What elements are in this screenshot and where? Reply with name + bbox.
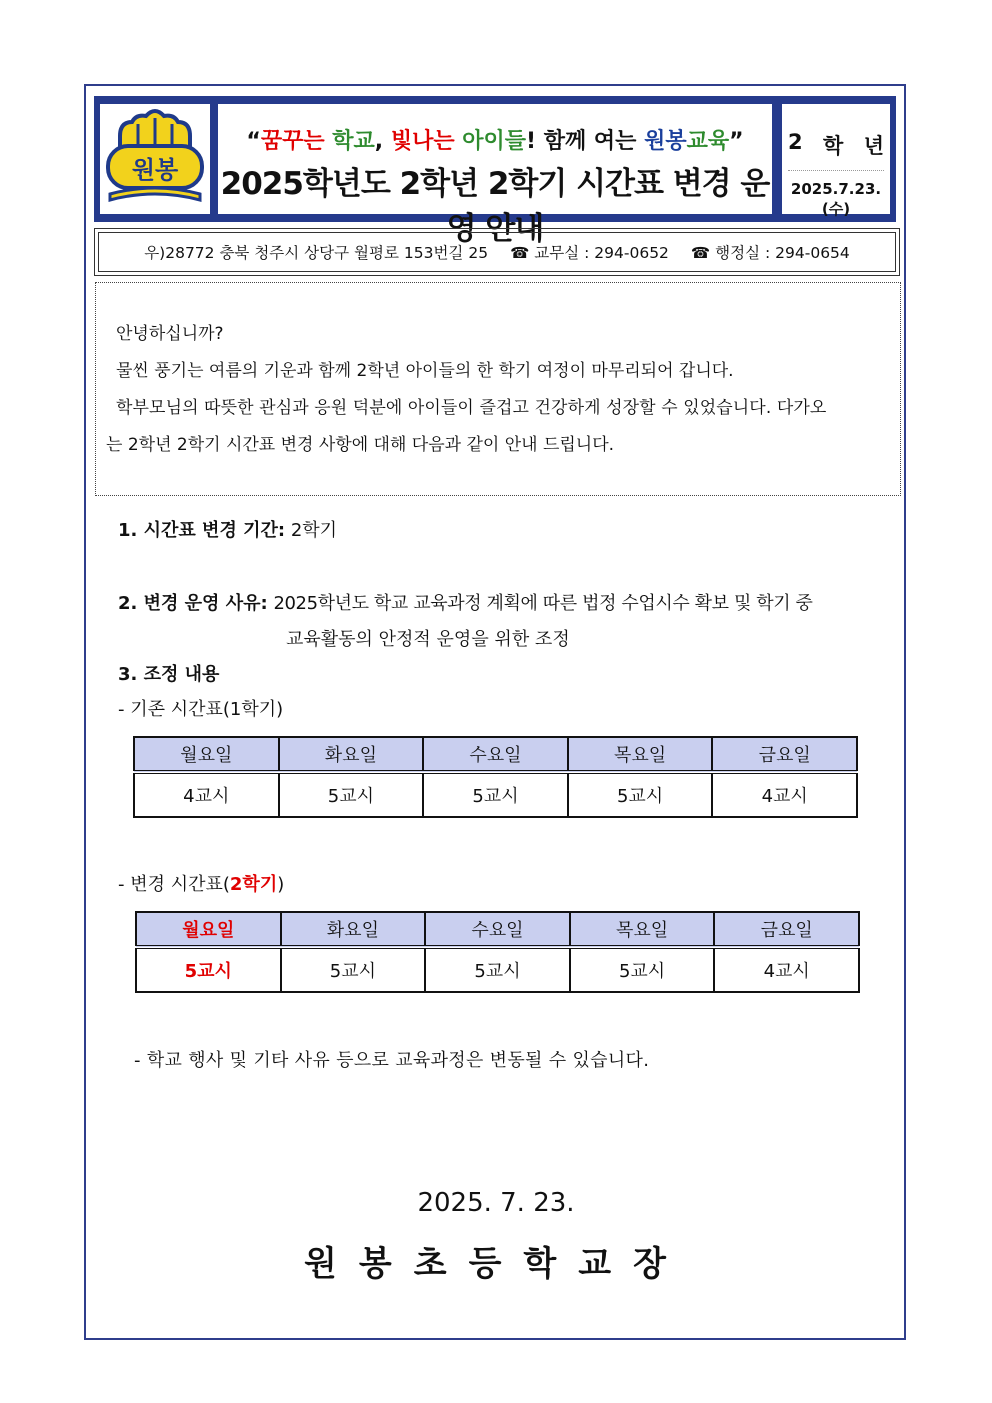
slogan-segment: 빛나는 bbox=[390, 129, 455, 154]
existing-timetable bbox=[133, 736, 858, 818]
section-1-value: 2학기 bbox=[290, 520, 338, 541]
changed-period-tue: 5교시 bbox=[281, 947, 426, 992]
changed-period-mon: 5교시 bbox=[136, 947, 281, 992]
changed-label-prefix: - 변경 시간표( bbox=[118, 874, 230, 895]
existing-period-tue: 5교시 bbox=[279, 772, 424, 817]
existing-period-fri: 4교시 bbox=[712, 772, 857, 817]
existing-period-wed: 5교시 bbox=[423, 772, 568, 817]
changed-day-tue: 화요일 bbox=[281, 912, 426, 947]
section-1-label: 1. 시간표 변경 기간: bbox=[118, 520, 286, 541]
grade-char-1: 2 bbox=[788, 130, 803, 154]
intro-line-3: 학부모님의 따뜻한 관심과 응원 덕분에 아이들이 즐겁고 건강하게 성장할 수 있었습니다. 다가오 bbox=[116, 398, 827, 418]
section-2-value-line2: 교육활동의 안정적 운영을 위한 조정 bbox=[286, 629, 570, 650]
changed-day-mon: 월요일 bbox=[136, 912, 281, 947]
grade-char-3: 년 bbox=[863, 134, 884, 158]
grade-divider bbox=[788, 170, 884, 171]
changed-day-wed: 수요일 bbox=[425, 912, 570, 947]
section-2-value-line1: 2025학년도 학교 교육과정 계획에 따른 법정 수업시수 확보 및 학기 중 bbox=[273, 593, 813, 614]
slogan-segment: 교육 bbox=[686, 129, 730, 154]
document-title: 2025학년도 2학년 2학기 시간표 변경 운영 안내 bbox=[220, 166, 770, 247]
intro-line-4: 는 2학년 2학기 시간표 변경 사항에 대해 다음과 같이 안내 드립니다. bbox=[106, 435, 615, 455]
existing-timetable-period-row bbox=[134, 772, 857, 817]
changed-timetable-header-row bbox=[136, 912, 859, 947]
slogan-segment: 함께 bbox=[543, 129, 587, 154]
school-logo-icon bbox=[100, 104, 210, 214]
existing-day-mon: 월요일 bbox=[134, 737, 279, 772]
slogan bbox=[218, 124, 772, 155]
footer-date: 2025. 7. 23. bbox=[417, 1188, 575, 1218]
existing-day-thu: 목요일 bbox=[568, 737, 713, 772]
title-panel bbox=[218, 104, 772, 247]
existing-timetable-header-row bbox=[134, 737, 857, 772]
header-date: 2025.7.23.(수) bbox=[790, 180, 882, 218]
slogan-segment: “ bbox=[246, 129, 261, 154]
changed-label-suffix: ) bbox=[277, 874, 285, 895]
principal-signature: 원봉초등학교장 bbox=[304, 1244, 688, 1284]
changed-timetable bbox=[135, 911, 860, 993]
section-2 bbox=[118, 589, 813, 615]
slogan-segment: ” bbox=[729, 129, 744, 154]
grade-char-2: 학 bbox=[823, 134, 844, 158]
slogan-segment: , bbox=[374, 129, 391, 154]
section-1 bbox=[118, 516, 337, 542]
slogan-segment: 학교 bbox=[332, 129, 375, 154]
changed-label-highlight: 2학기 bbox=[229, 874, 278, 895]
slogan-segment bbox=[586, 129, 594, 154]
changed-period-fri: 4교시 bbox=[714, 947, 859, 992]
existing-day-wed: 수요일 bbox=[423, 737, 568, 772]
slogan-segment: 여는 bbox=[593, 129, 637, 154]
changed-timetable-label bbox=[118, 870, 284, 896]
address-box bbox=[94, 228, 900, 276]
grade-panel bbox=[782, 104, 890, 218]
intro-line-2: 물씬 풍기는 여름의 기운과 함께 2학년 아이들의 한 학기 여정이 마무리되어 갑니다. bbox=[116, 361, 734, 381]
grade-label bbox=[788, 130, 884, 160]
changed-day-fri: 금요일 bbox=[714, 912, 859, 947]
school-logo bbox=[100, 104, 210, 214]
teacher-office-phone: ☎ 교무실 : 294-0652 bbox=[510, 244, 669, 262]
section-3-label: 3. 조정 내용 bbox=[118, 664, 220, 685]
slogan-segment: 원봉 bbox=[644, 129, 687, 154]
existing-day-tue: 화요일 bbox=[279, 737, 424, 772]
intro-box bbox=[95, 282, 901, 496]
existing-timetable-label: - 기존 시간표(1학기) bbox=[118, 699, 284, 720]
changed-period-thu: 5교시 bbox=[570, 947, 715, 992]
intro-greeting: 안녕하십니까? bbox=[116, 324, 224, 344]
slogan-segment: 아이들 bbox=[462, 129, 527, 154]
slogan-segment: ! bbox=[526, 129, 544, 154]
existing-day-fri: 금요일 bbox=[712, 737, 857, 772]
changed-day-thu: 목요일 bbox=[570, 912, 715, 947]
changed-timetable-period-row bbox=[136, 947, 859, 992]
admin-office-phone: ☎ 행정실 : 294-0654 bbox=[690, 244, 850, 262]
changed-period-wed: 5교시 bbox=[425, 947, 570, 992]
logo-text: 원봉 bbox=[131, 156, 179, 184]
postal-address: 우)28772 충북 청주시 상당구 월평로 153번길 25 bbox=[144, 244, 489, 262]
slogan-segment bbox=[636, 129, 644, 154]
schedule-change-note: - 학교 행사 및 기타 사유 등으로 교육과정은 변동될 수 있습니다. bbox=[134, 1050, 650, 1071]
existing-period-thu: 5교시 bbox=[568, 772, 713, 817]
slogan-segment: 꿈꾸는 bbox=[260, 129, 325, 154]
existing-period-mon: 4교시 bbox=[134, 772, 279, 817]
section-2-label: 2. 변경 운영 사유: bbox=[118, 593, 268, 614]
